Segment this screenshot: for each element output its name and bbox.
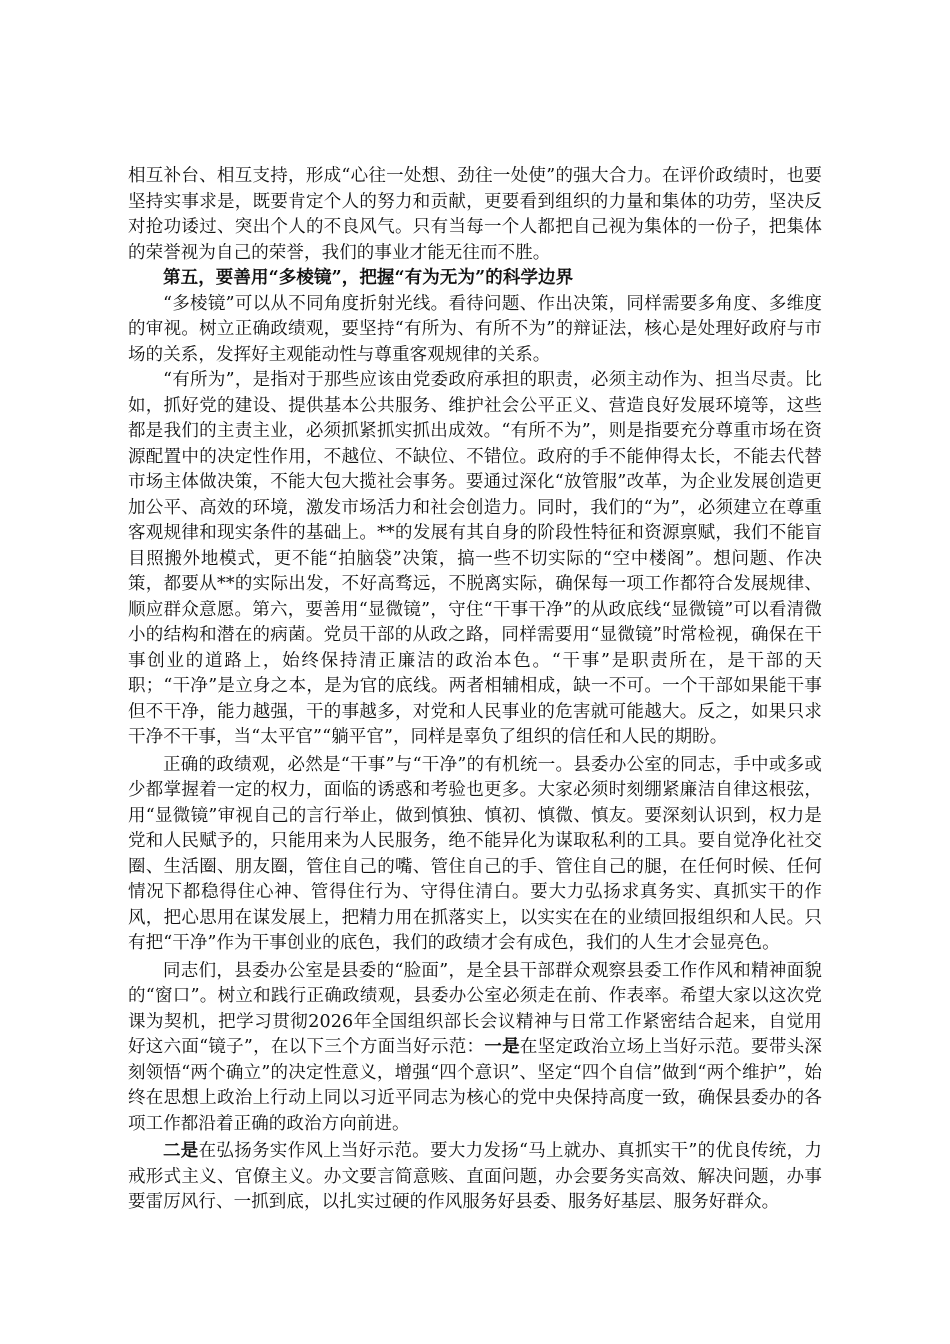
paragraph-pragmatic-style bbox=[128, 1139, 822, 1216]
paragraph-text: 在弘扬务实作风上当好示范。要大力发扬“马上就办、真抓实干”的优良传统，力戒形式主义、官僚主义。办文要言简意赅、直面问题，办会要务实高效、解决问题，办事要雷厉风行、一抓到底，以扎实过硬的作风服务好县委、服务好基层、服务好群众。 bbox=[128, 1141, 823, 1212]
paragraph-text: 同志们，县委办公室是县委的“脸面”，是全县干部群众观察县委工作作风和精神面貌的“窗口”。树立和践行正确政绩观，县委办公室必须走在前、作表率。希望大家以这次党课为契机，把学习贯彻2026年全国组织部长会议精神与日常工作紧密结合起来，自觉用好这六面“镜子”，在以下三个方面当好示范： bbox=[128, 960, 822, 1057]
paragraph-clean-and-capable: 正确的政绩观，必然是“干事”与“干净”的有机统一。县委办公室的同志，手中或多或少都掌握着一定的权力，面临的诱惑和考验也更多。大家必须时刻绷紧廉洁自律这根弦，用“显微镜”审视自己的言行举止，做到慎独、慎初、慎微、慎友。要深刻认识到，权力是党和人民赋予的，只能用来为人民服务，绝不能异化为谋取私利的工具。要自觉净化社交圈、生活圈、朋友圈，管住自己的嘴、管住自己的手、管住自己的腿，在任何时候、任何情况下都稳得住心神、管得住行为、守得住清白。要大力弘扬求真务实、真抓实干的作风，把心思用在谋发展上，把精力用在抓落实上，以实实在在的业绩回报组织和人民。只有把“干净”作为干事创业的底色，我们的政绩才会有成色，我们的人生才会显亮色。 bbox=[128, 754, 822, 953]
paragraph-office-example bbox=[128, 959, 822, 1138]
paragraph-do-and-not-do: “有所为”，是指对于那些应该由党委政府承担的职责，必须主动作为、担当尽责。比如，抓好党的建设、提供基本公共服务、维护社会公平正义、营造良好发展环境等，这些都是我们的主责主业，必须抓紧抓实抓出成效。“有所不为”，则是指要充分尊重市场在资源配置中的决定性作用，不越位、不缺位、不错位。政府的手不能伸得太长，不能去代替市场主体做决策，不能大包大揽社会事务。要通过深化“放管服”改革，为企业发展创造更加公平、高效的环境，激发市场活力和社会创造力。同时，我们的“为”，必须建立在尊重客观规律和现实条件的基础上。**的发展有其自身的阶段性特征和资源禀赋，我们不能盲目照搬外地模式，更不能“拍脑袋”决策，搞一些不切实际的“空中楼阁”。想问题、作决策，都要从**的实际出发，不好高骛远，不脱离实际，确保每一项工作都符合发展规律、顺应群众意愿。第六，要善用“显微镜”，守住“干事干净”的从政底线“显微镜”可以看清微小的结构和潜在的病菌。党员干部的从政之路，同样需要用“显微镜”时常检视，确保在干事创业的道路上，始终保持清正廉洁的政治本色。“干事”是职责所在，是干部的天职；“干净”是立身之本，是为官的底线。两者相辅相成，缺一不可。一个干部如果能干事但不干净，能力越强，干的事越多，对党和人民事业的危害就可能越大。反之，如果只求干净不干事，当“太平官”“躺平官”，同样是辜负了组织的信任和人民的期盼。 bbox=[128, 370, 822, 747]
paragraph-text: 在坚定政治立场上当好示范。要带头深刻领悟“两个确立”的决定性意义，增强“四个意识”、坚定“四个自信”做到“两个维护”，始终在思想上政治上行动上同以习近平同志为核心的党中央保持高度一致，确保县委办的各项工作都沿着正确的政治方向前进。 bbox=[128, 1037, 822, 1134]
document-page bbox=[128, 164, 822, 1216]
bold-lead-second: 二是 bbox=[163, 1141, 199, 1161]
bold-lead-first: 一是 bbox=[484, 1037, 520, 1057]
paragraph-prism-intro: “多棱镜”可以从不同角度折射光线。看待问题、作出决策，同样需要多角度、多维度的审视。树立正确政绩观，要坚持“有所为、有所不为”的辩证法，核心是处理好政府与市场的关系，发挥好主观能动性与尊重客观规律的关系。 bbox=[128, 293, 822, 365]
section-heading-fifth: 第五，要善用“多棱镜”，把握“有为无为”的科学边界 bbox=[163, 268, 574, 288]
paragraph-collective-merit: 相互补台、相互支持，形成“心往一处想、劲往一处使”的强大合力。在评价政绩时，也要坚持实事求是，既要肯定个人的努力和贡献，更要看到组织的力量和集体的功劳，坚决反对抢功诿过、突出个人的不良风气。只有当每一个人都把自己视为集体的一份子，把集体的荣誉视为自己的荣誉，我们的事业才能无往而不胜。 bbox=[128, 166, 822, 263]
